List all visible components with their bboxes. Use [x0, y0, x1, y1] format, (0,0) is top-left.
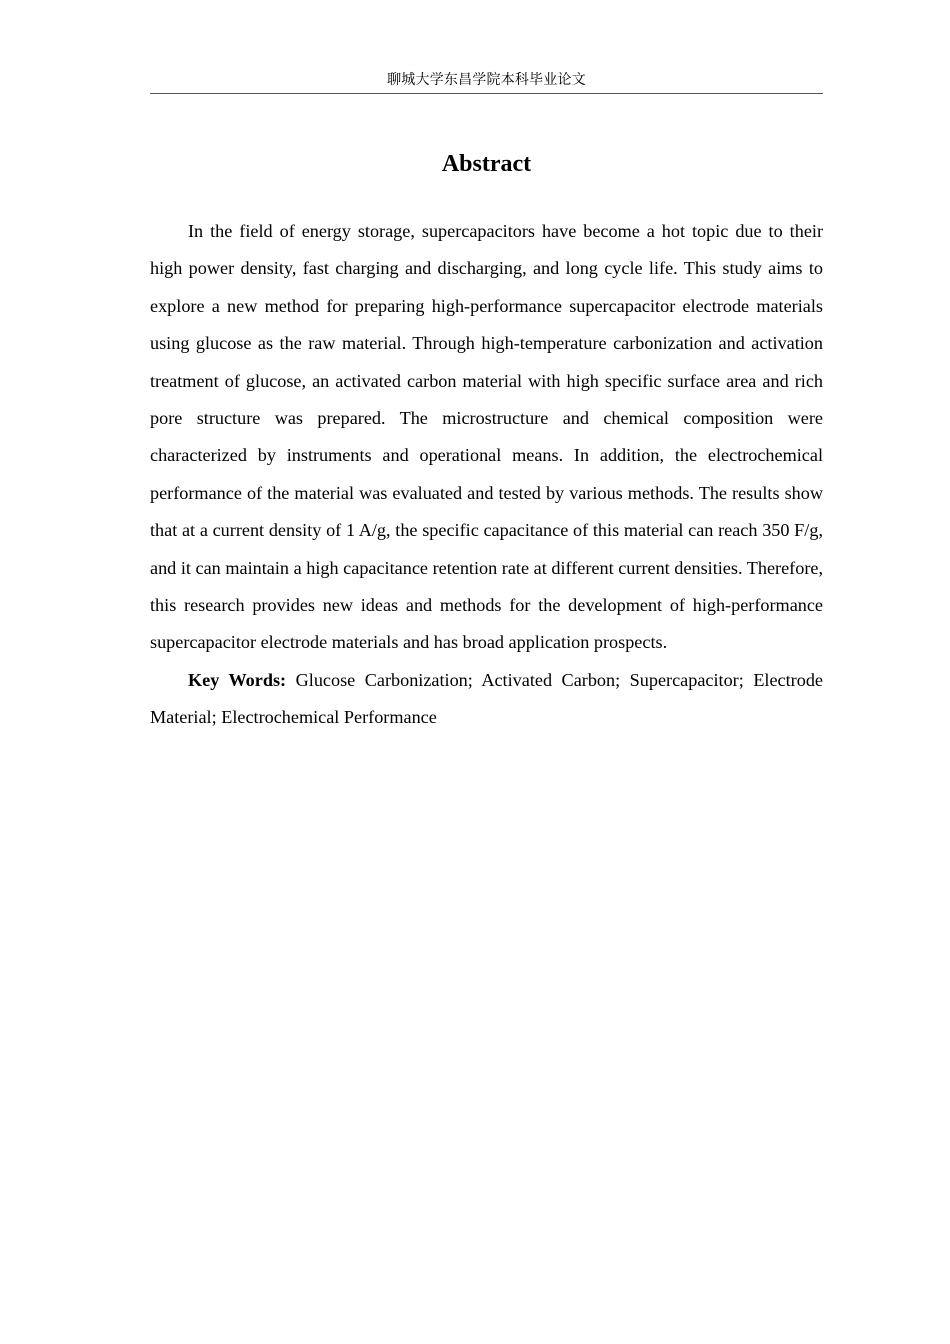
abstract-paragraph: In the field of energy storage, supercapacitors have become a hot topic due to their high power density, fast charging and discharging, and long cycle life. This study aims to explore a new method for preparing high-performance supercapacitor electrode materials using glucose as the raw material. Through high-temperature carbonization and activation treatment of glucose, an activated carbon material with high specific surface area and rich pore structure was prepared. The microstructure and chemical composition were characterized by instruments and operational means. In addition, the electrochemical performance of the material was evaluated and tested by various methods. The results show that at a current density of 1 A/g, the specific capacitance of this material can reach 350 F/g, and it can maintain a high capacitance retention rate at different current densities. Therefore, this research provides new ideas and methods for the development of high-performance supercapacitor electrode materials and has broad application prospects.: [150, 221, 823, 653]
header-divider: [150, 93, 823, 94]
keywords-text: Glucose Carbonization; Activated Carbon; Supercapacitor; Electrode Material; Electrochemical Performance: [150, 669, 823, 728]
running-header: 聊城大学东昌学院本科毕业论文: [387, 72, 586, 88]
keywords-line: [150, 662, 823, 737]
abstract-title: Abstract: [441, 151, 532, 177]
keywords-label: Key Words:: [188, 669, 287, 690]
abstract-body: [150, 213, 823, 737]
